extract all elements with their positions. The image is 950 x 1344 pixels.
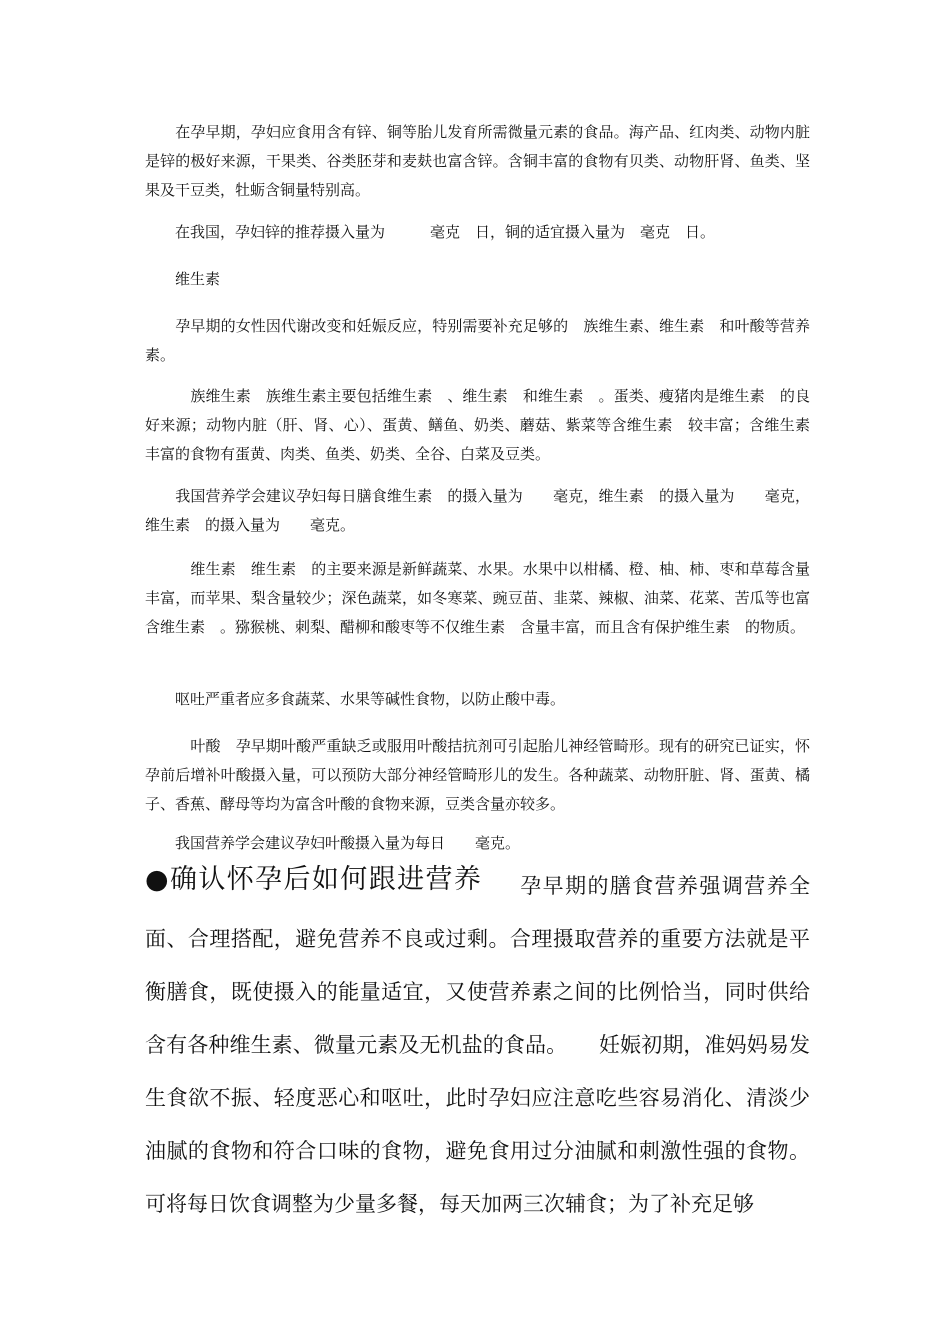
paragraph-trace-elements: 在孕早期，孕妇应食用含有锌、铜等胎儿发育所需微量元素的食品。海产品、红肉类、动物内脏是锌的极好来源，干果类、谷类胚芽和麦麸也富含锌。含铜丰富的食物有贝类、动物肝肾、鱼类、坚果及干豆类，牡蛎含铜量特别高。	[145, 123, 810, 199]
paragraph-vitamins-heading: 维生素	[145, 270, 221, 288]
paragraph-zinc-copper-intake: 在我国，孕妇锌的推荐摄入量为 毫克 日，铜的适宜摄入量为 毫克 日。	[145, 223, 716, 241]
paragraph-vitamin-c: 维生素 维生素 的主要来源是新鲜蔬菜、水果。水果中以柑橘、橙、柚、柿、枣和草莓含量丰富，而苹果、梨含量较少；深色蔬菜，如冬寒菜、豌豆苗、韭菜、辣椒、油菜、花菜、苦瓜等也富含维生素 。猕猴桃、刺梨、醋柳和酸枣等不仅维生素 含量丰富，而且含有保护维生素 的物质。	[145, 560, 810, 636]
paragraph-vitamin-needs: 孕早期的女性因代谢改变和妊娠反应，特别需要补充足够的 族维生素、维生素 和叶酸等营养素。	[145, 317, 810, 364]
paragraph-folic-acid: 叶酸 孕早期叶酸严重缺乏或服用叶酸拮抗剂可引起胎儿神经管畸形。现有的研究已证实，怀孕前后增补叶酸摄入量，可以预防大部分神经管畸形儿的发生。各种蔬菜、动物肝脏、肾、蛋黄、橘子、香蕉、酵母等均为富含叶酸的食物来源，豆类含量亦较多。	[145, 737, 810, 813]
paragraph-b-vitamins: 族维生素 族维生素主要包括维生素 、维生素 和维生素 。蛋类、瘦猪肉是维生素 的良好来源；动物内脏（肝、肾、心）、蛋黄、鳝鱼、奶类、蘑菇、紫菜等含维生素 较丰富；含维生素 丰富的食物有蛋黄、肉类、鱼类、奶类、全谷、白菜及豆类。	[145, 387, 826, 463]
paragraph-vomiting-advice: 呕吐严重者应多食蔬菜、水果等碱性食物，以防止酸中毒。	[145, 690, 566, 708]
section-body: 孕早期的膳食营养强调营养全面、合理搭配，避免营养不良或过剩。合理摄取营养的重要方法就是平衡膳食，既使摄入的能量适宜，又使营养素之间的比例恰当，同时供给含有各种维生素、微量元素及无机盐的食品。 妊娠初期，准妈妈易发生食欲不振、轻度恶心和呕吐，此时孕妇应注意吃些容易消化、清淡少油腻的食物和符合口味的食物，避免食用过分油腻和刺激性强的食物。可将每日饮食调整为少量多餐，每天加两三次辅食；为了补充足够	[145, 874, 810, 1216]
paragraph-b-vitamin-intake: 我国营养学会建议孕妇每日膳食维生素 的摄入量为 毫克，维生素 的摄入量为 毫克，维生素 的摄入量为 毫克。	[145, 487, 810, 534]
section-heading: ●确认怀孕后如何跟进营养	[145, 864, 483, 895]
paragraph-folic-acid-intake: 我国营养学会建议孕妇叶酸摄入量为每日 毫克。	[145, 834, 521, 852]
section-nutrition-after-pregnancy	[145, 860, 810, 1231]
